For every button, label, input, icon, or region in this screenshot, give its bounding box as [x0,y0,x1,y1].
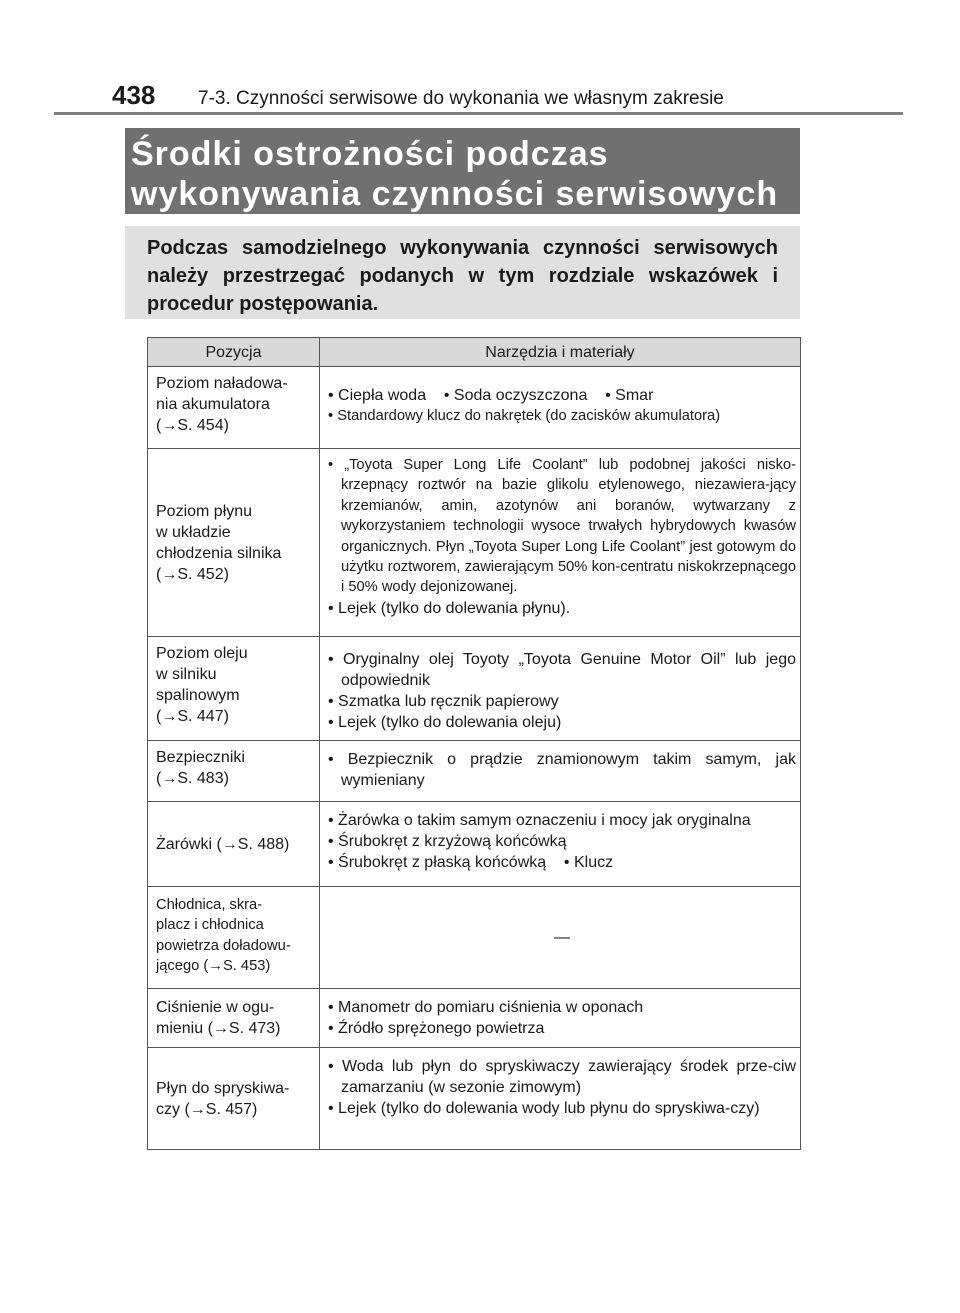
item-line: Chłodnica, skra- [156,897,263,913]
tools-cell [320,637,801,741]
item-line: chłodzenia silnika [156,544,282,562]
page-header [112,80,724,111]
item-line: w silniku [156,666,217,683]
item-line: powietrza doładowu- [156,937,291,954]
tool-item: • „Toyota Super Long Life Coolant” lub podobnej jakości nisko-krzepnący roztwór na bazie glikolu etylenowego, niezawiera-jący krzemianów, amin, azotynów ani boranów, wytwarzany z wykorzystaniem technologii wysoce trwałych hybrydowych kwasów organicznych. Płyn „Toyota Super Long Life Coolant” jest gotowym do użytku roztworem, zawierającym 50% kon-centratu niskokrzepnącego i 50% wody dejonizowanej. [328,457,796,596]
tool-item: • Śrubokręt z krzyżową końcówką [328,833,567,850]
item-cell [148,802,320,887]
tool-item: — [554,929,570,946]
column-header-tools: Narzędzia i materiały [320,338,801,367]
section-title: 7-3. Czynności serwisowe do wykonania we własnym zakresie [198,88,724,109]
tools-cell [320,989,801,1048]
title-line-1: Środki ostrożności podczas [131,135,609,173]
item-line: w układzie [156,523,231,541]
title-banner [125,128,800,214]
table-row [148,367,801,449]
column-header-item: Pozycja [148,338,320,367]
tool-item: • Ciepła woda • Soda oczyszczona • Smar [328,387,654,404]
table-row [148,887,801,989]
item-cell [148,1048,320,1150]
item-cell [148,637,320,741]
item-line: mieniu (→S. 473) [156,1020,281,1037]
tool-item: • Śrubokręt z płaską końcówką • Klucz [328,854,614,871]
tools-cell [320,887,801,989]
item-line: Ciśnienie w ogu- [156,999,275,1016]
tools-table [147,337,801,1150]
item-line: (→S. 483) [156,770,229,787]
tool-item: • Żarówka o takim samym oznaczeniu i mocy jak oryginalna [328,812,751,829]
item-cell [148,449,320,637]
item-cell [148,887,320,989]
tools-cell [320,1048,801,1150]
item-cell [148,367,320,449]
tool-item: • Źródło sprężonego powietrza [328,1020,545,1037]
item-line: placz i chłodnica [156,917,264,934]
tools-cell [320,802,801,887]
tool-item: • Lejek (tylko do dolewania płynu). [328,599,571,617]
item-line: Poziom naładowa- [156,375,288,392]
table-row [148,637,801,741]
tool-item: • Standardowy klucz do nakrętek (do zacisków akumulatora) [328,408,721,424]
item-line: jącego (→S. 453) [156,958,271,975]
item-line: spalinowym [156,687,240,704]
page-number: 438 [112,80,156,110]
item-line: Płyn do spryskiwa- [156,1079,290,1097]
item-cell [148,989,320,1048]
item-line: (→S. 454) [156,417,229,434]
tool-item: • Bezpiecznik o prądzie znamionowym takim samym, jak wymieniany [328,751,796,789]
tool-item: • Woda lub płyn do spryskiwaczy zawierający środek prze-ciw zamarzaniu (w sezonie zimowym) [328,1058,796,1096]
intro-text: Podczas samodzielnego wykonywania czynności serwisowych należy przestrzegać podanych w tym rozdziale wskazówek i procedur postępowania. [125,226,800,319]
table-row [148,449,801,637]
tools-cell [320,449,801,637]
table-row [148,989,801,1048]
tool-item: • Lejek (tylko do dolewania oleju) [328,714,562,731]
item-line: czy (→S. 457) [156,1100,258,1118]
title-line-2: wykonywania czynności serwisowych [131,175,779,213]
header-rule [54,112,903,115]
tools-cell [320,741,801,802]
item-line: Poziom płynu [156,502,253,520]
tool-item: • Oryginalny olej Toyoty „Toyota Genuine Motor Oil” lub jego odpowiednik [328,651,796,689]
item-line: Poziom oleju [156,645,248,662]
tools-cell [320,367,801,449]
table-row [148,1048,801,1150]
table-row [148,802,801,887]
item-line: nia akumulatora [156,396,270,413]
tool-item: • Lejek (tylko do dolewania wody lub płynu do spryskiwa-czy) [328,1100,760,1117]
item-line: (→S. 452) [156,565,229,583]
table-header-row [148,338,801,367]
tool-item: • Manometr do pomiaru ciśnienia w oponach [328,999,644,1016]
item-line: Żarówki (→S. 488) [156,835,290,853]
item-line: (→S. 447) [156,708,229,725]
table-row [148,741,801,802]
item-cell [148,741,320,802]
tool-item: • Szmatka lub ręcznik papierowy [328,693,559,710]
item-line: Bezpieczniki [156,749,245,766]
